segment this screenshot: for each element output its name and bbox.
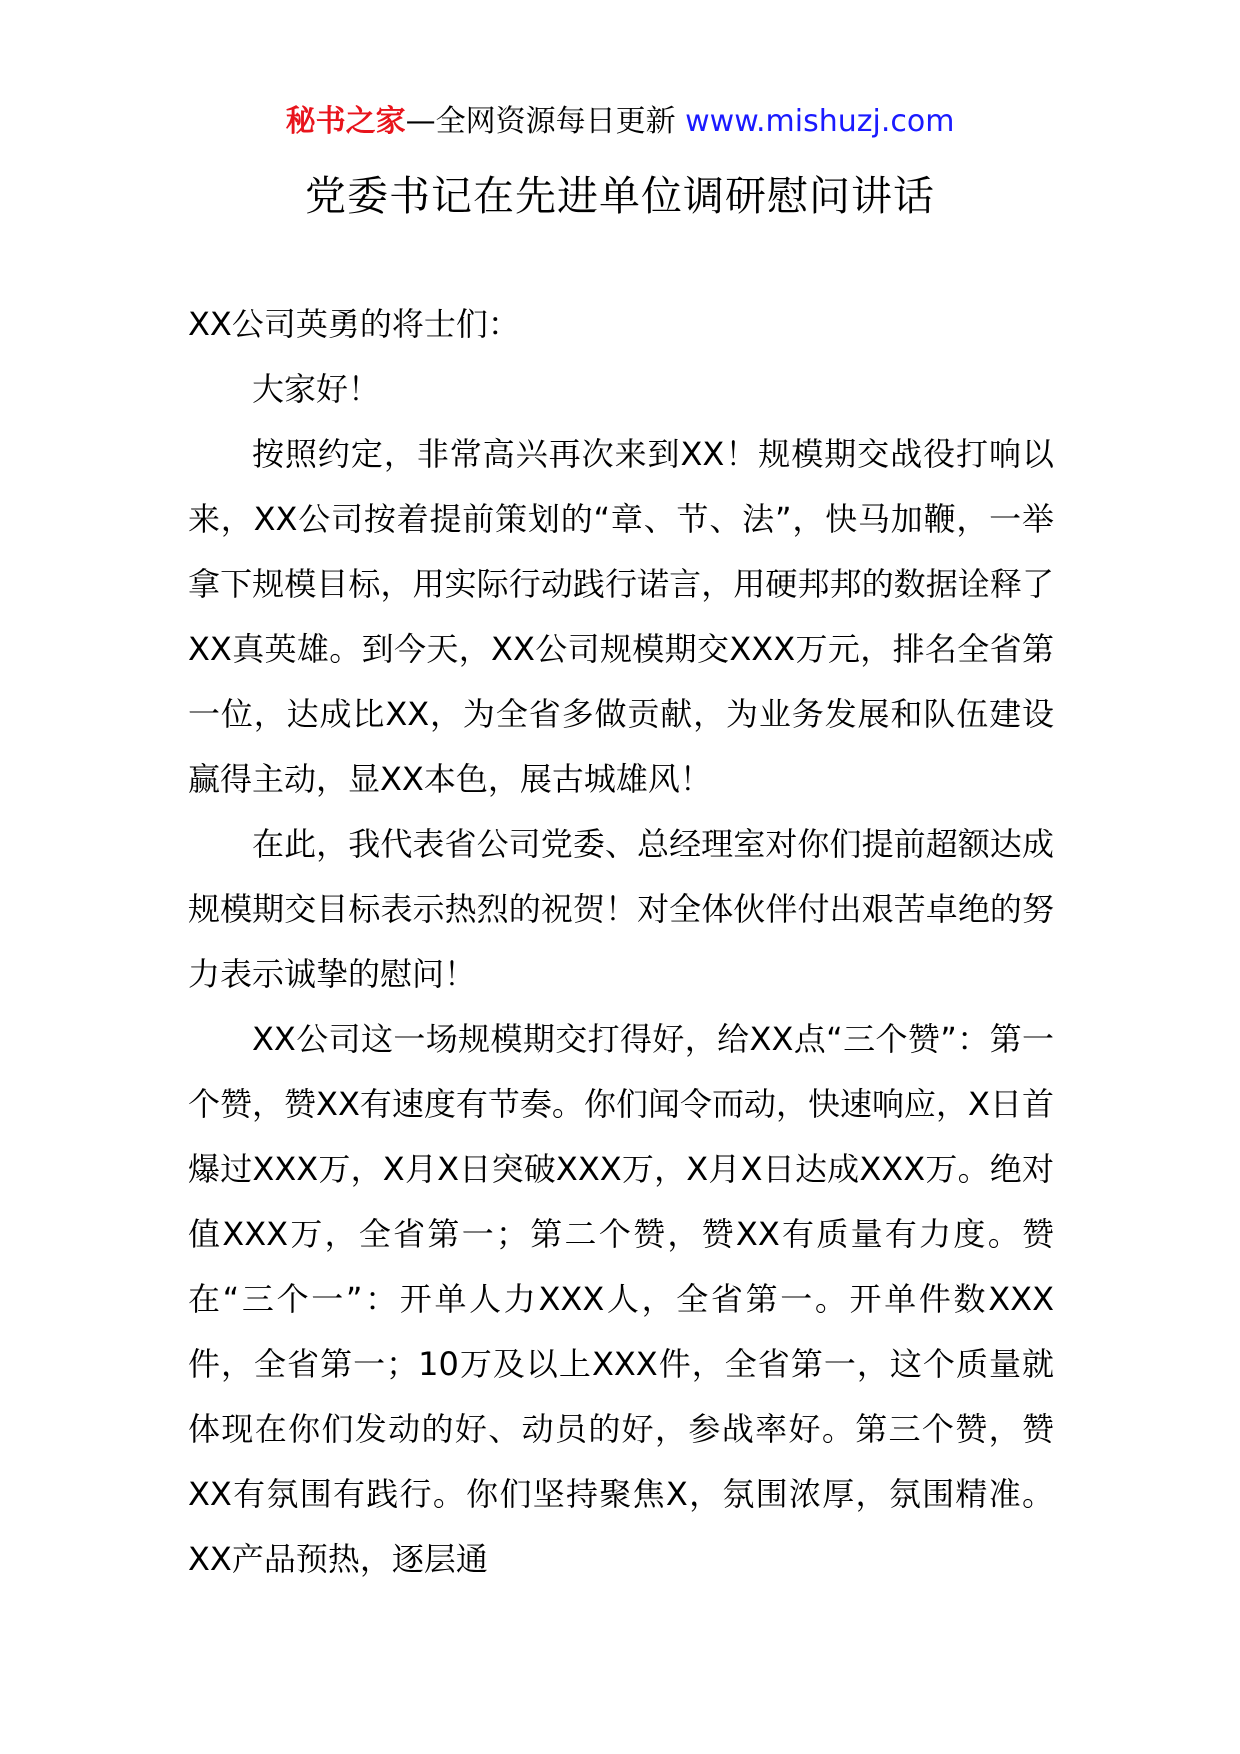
brand-name: 秘书之家 bbox=[285, 104, 406, 139]
site-url[interactable]: www.mishuzj.com bbox=[685, 104, 955, 139]
site-header bbox=[0, 100, 1240, 144]
paragraph-greeting: 大家好！ bbox=[252, 370, 381, 408]
site-slogan: —全网资源每日更新 bbox=[405, 104, 676, 139]
document-title: 党委书记在先进单位调研慰问讲话 bbox=[305, 172, 935, 220]
salutation: XX公司英勇的将士们： bbox=[188, 305, 520, 343]
paragraph-three-praises: XX公司这一场规模期交打得好，给XX点“三个赞”：第一个赞，赞XX有速度有节奏。你们闻令而动，快速响应，X日首爆过XXX万，X月X日突破XXX万，X月X日达成XXX万。绝对值XXX万，全省第一；第二个赞，赞XX有质量有力度。赞在“三个一”：开单人力XXX人，全省第一。开单件数XXX件，全省第一；10万及以上XXX件，全省第一，这个质量就体现在你们发动的好、动员的好，参战率好。第三个赞，赞XX有氛围有践行。你们坚持聚焦X，氛围浓厚，氛围精准。XX产品预热，逐层通 bbox=[188, 1020, 1054, 1578]
document-body bbox=[188, 292, 1054, 1592]
paragraph-achievement: 按照约定，非常高兴再次来到XX！规模期交战役打响以来，XX公司按着提前策划的“章、节、法”，快马加鞭，一举拿下规模目标，用实际行动践行诺言，用硬邦邦的数据诠释了XX真英雄。到今天，XX公司规模期交XXX万元，排名全省第一位，达成比XX，为全省多做贡献，为业务发展和队伍建设赢得主动，显XX本色，展古城雄风！ bbox=[188, 435, 1054, 798]
paragraph-congratulations: 在此，我代表省公司党委、总经理室对你们提前超额达成规模期交目标表示热烈的祝贺！对全体伙伴付出艰苦卓绝的努力表示诚挚的慰问！ bbox=[188, 825, 1054, 993]
